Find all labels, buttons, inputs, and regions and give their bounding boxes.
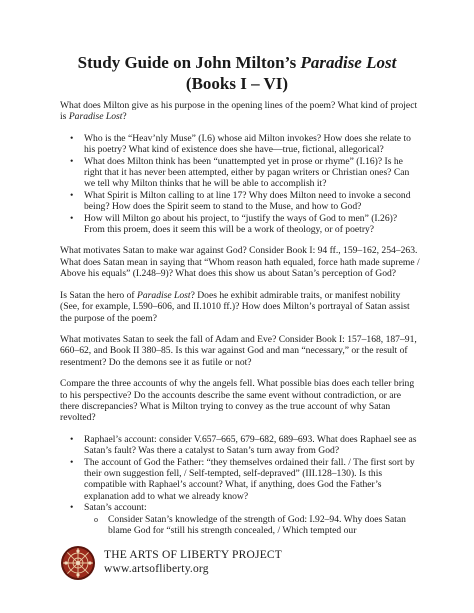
fall-question: What motivates Satan to seek the fall of Adam and Eve? Consider Book I: 157–168, 187–91, 660–62, and Book II 380–85. Is this war against God and man “necessary,” or the result of resentment? Do the demons see it as futile or not? — [60, 333, 417, 368]
list-item: • What does Milton think has been “unattempted yet in prose or rhyme” (I.16)? Is he right that it has never been attempted, either by pagan writers or Christian ones? Can we tell why Milton thinks that he will be able to accomplish it? — [60, 156, 420, 190]
intro-end: ? — [122, 111, 127, 123]
compare-bullet-list — [60, 434, 420, 537]
hero-italic: Paradise Lost — [137, 289, 191, 301]
list-item: • The account of God the Father: “they themselves ordained their fall. / The first sort by their own suggestion fell, / Self-tempted, self-depraved” (III.128–130). Is this compatible with Raphael’s account? What, if anything, does God the Father’s explanation add to what we already know? — [60, 457, 420, 503]
list-item: • How will Milton go about his project, to “justify the ways of God to men” (I.26)? From this proem, does it seem this will be a work of theology, or of poetry? — [60, 213, 420, 236]
organization-url[interactable]: www.artsofliberty.org — [104, 563, 209, 575]
hero-question — [60, 290, 420, 324]
satan-account-label: Satan’s account: — [84, 502, 147, 514]
hero-text-2: ? Does he exhibit admirable traits, or manifest nobility (See, for example, I.590–606, and II.1010 ff.)? How does Milton’s portrayal of Satan assist the purpose of the poem? — [60, 289, 410, 324]
list-item — [60, 502, 420, 536]
title-line-1 — [0, 52, 474, 73]
title-prefix: Study Guide on John Milton’s — [77, 53, 301, 72]
list-item: o Consider Satan’s knowledge of the strength of God: I.92–94. Why does Satan blame God for “still his strength concealed, / Which tempted our — [84, 514, 420, 537]
satan-sub-list — [84, 514, 420, 537]
list-item: • Raphael’s account: consider V.657–665, 679–682, 689–693. What does Raphael see as Satan’s fault? Was there a catalyst to Satan’s turn away from God? — [60, 434, 420, 457]
intro-bullet-list — [60, 133, 420, 236]
list-item: • What Spirit is Milton calling to at line 17? Why does Milton need to invoke a second being? How does the Spirit seem to stand to the Muse, and how to God? — [60, 190, 420, 213]
hero-text-1: Is Satan the hero of — [60, 289, 137, 301]
study-guide-body — [60, 100, 420, 546]
title-line-2: (Books I – VI) — [185, 74, 289, 93]
intro-question — [60, 100, 420, 123]
title-italic: Paradise Lost — [300, 53, 397, 72]
footer — [60, 545, 420, 585]
compare-question: Compare the three accounts of why the angels fell. What possible bias does each teller bring to his perspective? Do the accounts describe the same event without contradiction, or are there discrepancies? What is Milton trying to convey as the true account of why Satan revolted? — [60, 378, 415, 424]
list-item: • Who is the “Heav’nly Muse” (I.6) whose aid Milton invokes? How does she relate to his poetry? What kind of existence does she have—true, fictional, allegorical? — [60, 133, 420, 156]
organization-info — [104, 548, 282, 576]
arts-of-liberty-logo-icon — [60, 545, 96, 581]
page-title — [0, 52, 474, 94]
organization-name: THE ARTS OF LIBERTY PROJECT — [104, 549, 283, 561]
intro-italic: Paradise Lost — [68, 111, 123, 123]
intro-text: What does Milton give as his purpose in the opening lines of the poem? What kind of project is — [60, 100, 418, 123]
motive-question: What motivates Satan to make war against God? Consider Book I: 94 ff., 159–162, 254–263. What does Satan mean in saying that “Whom reason hath equaled, force hath made supreme / Above his equals” (I.248–9)? What does this show us about Satan’s perception of God? — [60, 245, 420, 280]
